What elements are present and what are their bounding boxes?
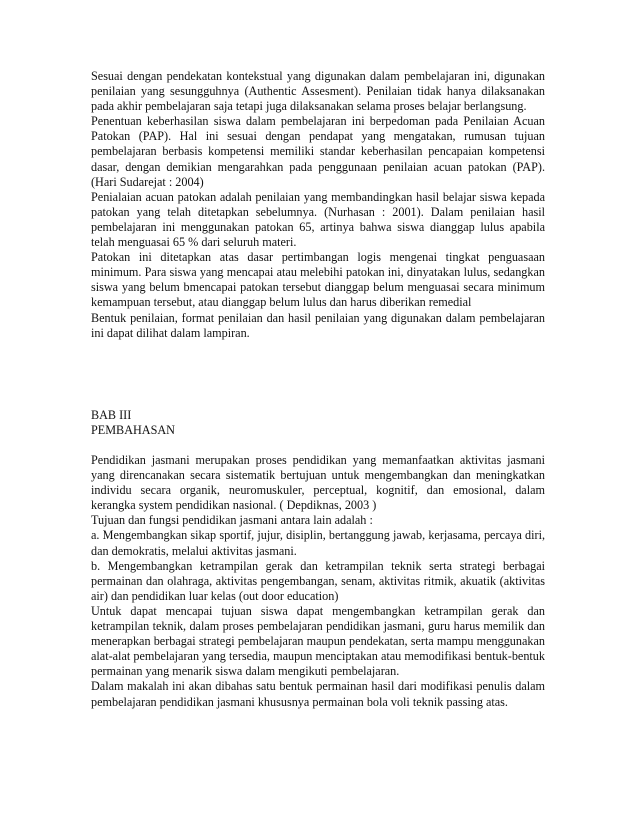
paragraph-goals-intro: Tujuan dan fungsi pendidikan jasmani antara lain adalah : [91, 513, 373, 528]
paragraph-authentic-assessment: Sesuai dengan pendekatan kontekstual yang digunakan dalam pembelajaran ini, digunakan penilaian yang sesungguhnya (Authentic Assesment). Penilaian tidak hanya dilaksanakan pada akhir pembelajaran saja tetapi juga dilaksanakan selama proses belajar berlangsung. [91, 69, 545, 114]
paragraph-paper-scope: Dalam makalah ini akan dibahas satu bentuk permainan hasil dari modifikasi penulis dalam pembelajaran pendidikan jasmani khususnya permainan bola voli teknik passing atas. [91, 679, 545, 709]
assessment-section [91, 69, 545, 341]
list-item-goal-b: b. Mengembangkan ketrampilan gerak dan ketrampilan teknik serta strategi berbagai permainan dan olahraga, aktivitas pengembangan, senam, aktivitas ritmik, akuatik (aktivitas air) dan pendidikan luar kelas (out door education) [91, 558, 545, 603]
paragraph-criterion-reference: Penialaian acuan patokan adalah penilaian yang membandingkan hasil belajar siswa kepada patokan yang telah ditetapkan sebelumnya. (Nurhasan : 2001). Dalam penilaian hasil pembelajaran ini menggunakan patokan 65, artinya bahwa siswa dianggap lulus apabila telah menguasai 65 % dari seluruh materi. [91, 189, 545, 250]
chapter-number: BAB III [91, 408, 132, 422]
chapter-heading [91, 408, 545, 438]
paragraph-minimum-mastery: Patokan ini ditetapkan atas dasar pertimbangan logis mengenai tingkat penguasaan minimum. Para siswa yang mencapai atau melebihi patokan ini, dinyatakan lulus, sedangkan siswa yang belum bmencapai patokan tersebut dianggap belum menguasai secara minimum kemampuan tersebut, atau dianggap belum lulus dan harus diberikan remedial [91, 250, 545, 310]
paragraph-teacher-strategies: Untuk dapat mencapai tujuan siswa dapat mengembangkan ketrampilan gerak dan ketrampilan teknik, dalam proses pembelajaran pendidikan jasmani, guru harus memilik dan menerapkan berbagai strategi pembelajaran maupun pendekatan, serta mampu menggunakan alat-alat pembelajaran yang tersedia, maupun menciptakan atau memodifikasi bentuk-bentuk permainan yang menarik siswa dalam mengikuti pembelajaran. [91, 603, 545, 679]
list-item-goal-a: a. Mengembangkan sikap sportif, jujur, disiplin, bertanggung jawab, kerjasama, percaya diri, dan demokratis, melalui aktivitas jasmani. [91, 528, 545, 558]
paragraph-physical-education-definition: Pendidikan jasmani merupakan proses pendidikan yang memanfaatkan aktivitas jasmani yang direncanakan secara sistematik bertujuan untuk mengembangkan dan meningkatkan individu secara organik, neuromuskuler, perceptual, kognitif, dan emosional, dalam kerangka system pendidikan nasional. ( Depdiknas, 2003 ) [91, 453, 545, 513]
paragraph-assessment-format: Bentuk penilaian, format penilaian dan hasil penilaian yang digunakan dalam pembelajaran ini dapat dilihat dalam lampiran. [91, 310, 545, 340]
paragraph-pap: Penentuan keberhasilan siswa dalam pembelajaran ini berpedoman pada Penilaian Acuan Patokan (PAP). Hal ini sesuai dengan pendapat yang mengatakan, rumusan tujuan pembelajaran berbasis kompetensi memiliki standar keberhasilan pencapaian kompetensi dasar, dengan demikian mengarahkan pada penggunaan penilaian acuan patokan (PAP). (Hari Sudarejat : 2004) [91, 114, 545, 189]
chapter-title: PEMBAHASAN [91, 423, 175, 438]
discussion-section [91, 453, 545, 710]
